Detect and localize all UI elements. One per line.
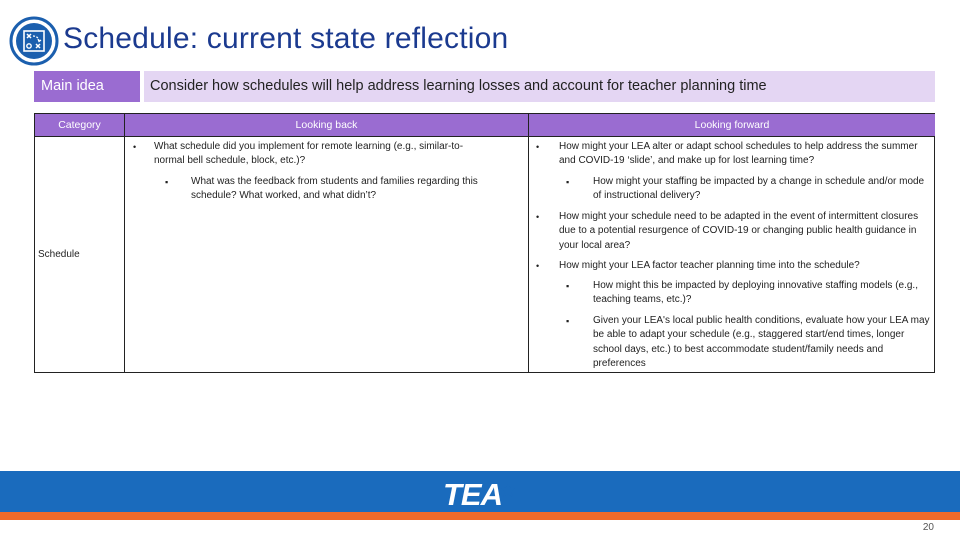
reflection-table <box>34 113 935 373</box>
list-item <box>566 314 934 372</box>
header-looking-back: Looking back <box>125 114 528 136</box>
looking-back-q1-sub1: What was the feedback from students and families regarding this schedule? What worked, and what didn’t? <box>191 176 478 202</box>
main-idea-label: Main idea <box>34 71 140 102</box>
looking-forward-q2: How might your schedule need to be adapted in the event of intermittent closures due to a potential resurgence of COVID-19 or changing public health guidance in your local area? <box>559 211 919 251</box>
list-item <box>566 279 934 308</box>
looking-forward-q1-sub1: How might your staffing be impacted by a change in schedule and/or mode of instructional delivery? <box>593 176 925 202</box>
looking-forward-q3: How might your LEA factor teacher planning time into the schedule? <box>559 260 860 271</box>
list-item <box>566 175 934 204</box>
header-category: Category <box>35 114 124 136</box>
looking-forward-q3-sub1: How might this be impacted by deploying innovative staffing models (e.g., teaching teams, etc.)? <box>593 280 918 306</box>
list-item <box>133 140 493 169</box>
page-title: Schedule: current state reflection <box>63 22 509 55</box>
category-schedule: Schedule <box>38 249 80 260</box>
bullet-icon: • <box>536 142 540 152</box>
svg-text:TEA: TEA <box>443 477 502 509</box>
list-item <box>536 210 921 253</box>
page-number: 20 <box>922 522 934 533</box>
tea-logo <box>441 477 523 509</box>
looking-back-cell <box>125 137 528 372</box>
looking-back-q1: What schedule did you implement for remote learning (e.g., similar-to-normal bell schedule, block, etc.)? <box>154 141 464 167</box>
bullet-icon: • <box>536 212 540 222</box>
bullet-icon: • <box>536 261 540 271</box>
category-cell <box>35 137 124 372</box>
footer-accent-stripe <box>0 512 960 520</box>
square-bullet-icon: ▪ <box>566 177 570 187</box>
looking-forward-q3-sub2: Given your LEA's local public health conditions, evaluate how your LEA may be able to adapt your schedule (e.g., staggered start/end times, longer school days, etc.) to best accommodate student/family needs and preferences <box>593 315 930 370</box>
list-item <box>165 175 515 204</box>
header-looking-forward: Looking forward <box>529 114 935 136</box>
square-bullet-icon: ▪ <box>566 281 570 291</box>
square-bullet-icon: ▪ <box>566 316 570 326</box>
looking-forward-q1: How might your LEA alter or adapt school schedules to help address the summer and COVID-19 ‘slide’, and make up for lost learning time? <box>559 141 918 167</box>
list-item <box>536 140 921 169</box>
looking-forward-cell <box>529 137 935 372</box>
square-bullet-icon: ▪ <box>165 177 169 187</box>
bullet-icon: • <box>133 142 137 152</box>
main-idea-text: Consider how schedules will help address learning losses and account for teacher planning time <box>144 71 935 102</box>
list-item <box>536 259 921 273</box>
strategy-playbook-icon <box>9 16 59 66</box>
